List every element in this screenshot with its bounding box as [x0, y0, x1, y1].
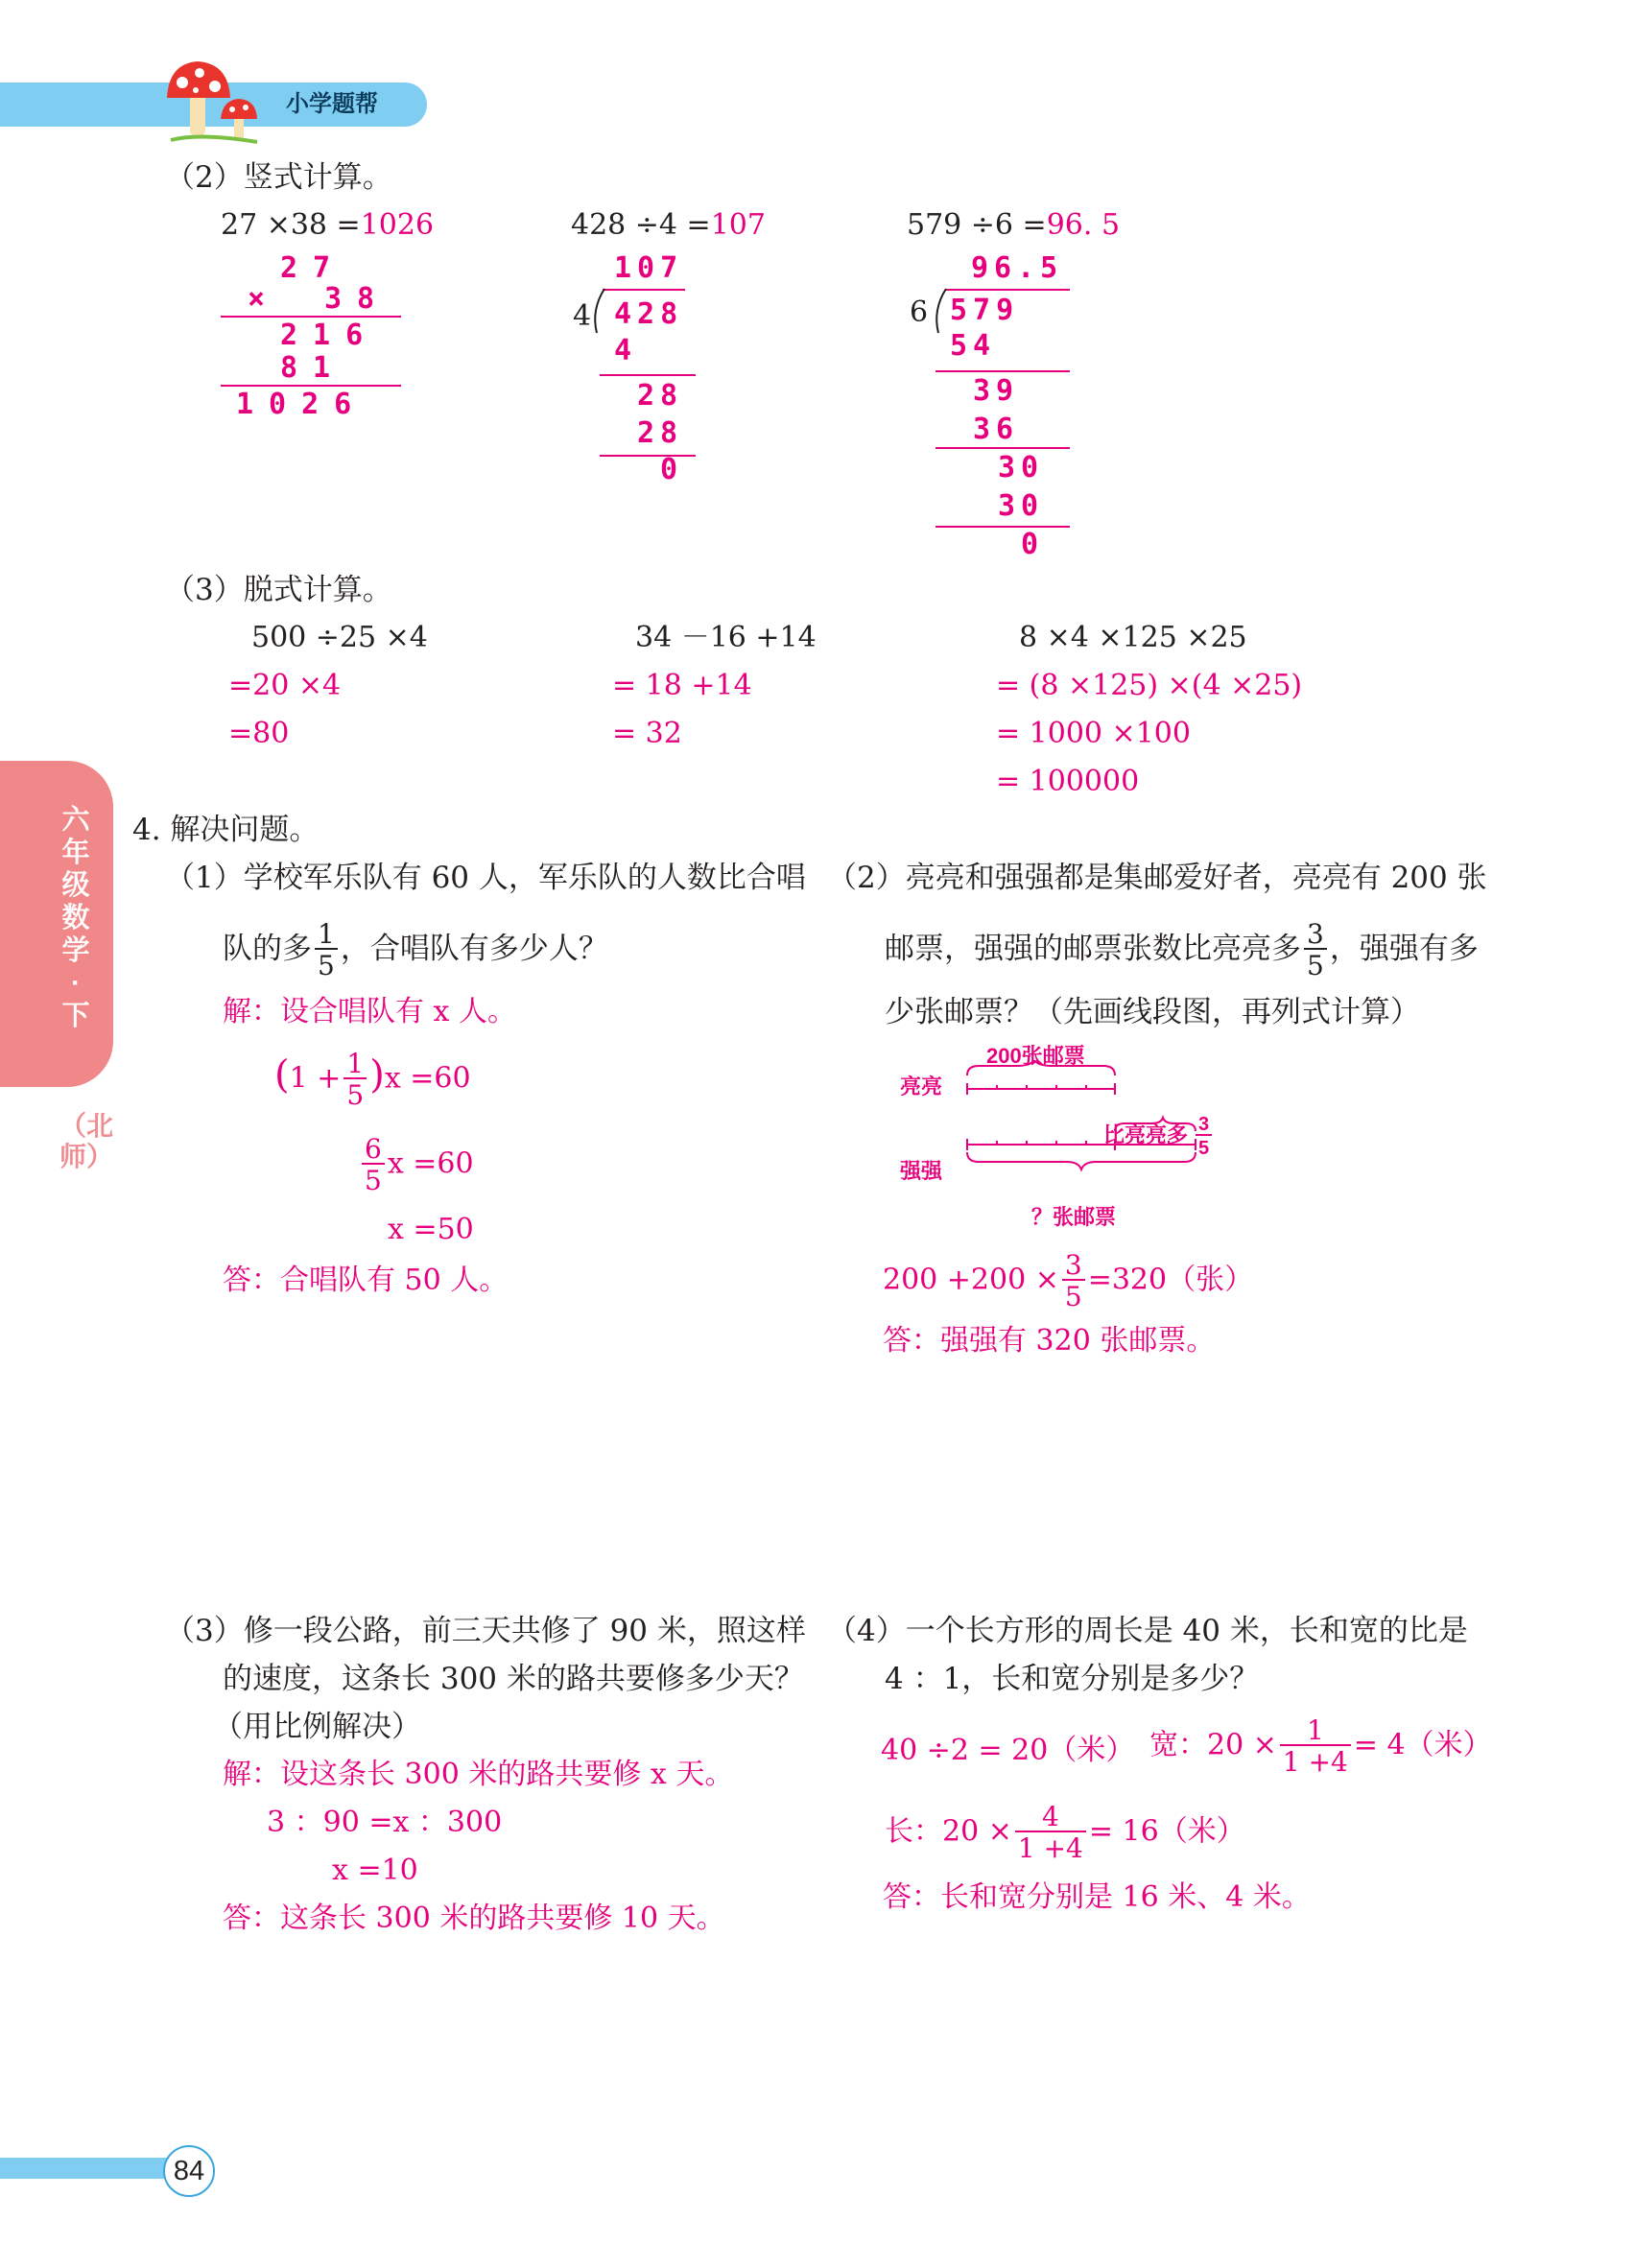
vertical-calc-3-step1: 54 — [950, 329, 997, 363]
vertical-calc-3-bracket — [945, 289, 1070, 291]
side-tab-edition: （北师） — [59, 1111, 114, 1171]
q2-diagram-bottom-label: ？张邮票 — [1031, 1205, 1117, 1229]
solve-heading: 4. 解决问题。 — [132, 813, 320, 847]
vertical-calc-2-line — [600, 374, 696, 376]
detach-calc-3-step3: = 100000 — [996, 765, 1140, 798]
q2-diagram-top-label: 200张邮票 — [986, 1044, 1085, 1068]
page-number: 84 — [173, 2156, 205, 2186]
vertical-calc-2-step1: 4 — [614, 334, 648, 367]
vertical-calc-1-line — [221, 385, 401, 387]
vertical-calc-3-remainder: 0 — [1021, 528, 1054, 561]
q2-line-diagram — [959, 1060, 1209, 1204]
vertical-calc-3-step2: 39 — [973, 374, 1020, 408]
q4-length-calc: 长：20 × $\frac{4}{1 +4}$ = 16（米） — [885, 1801, 1245, 1864]
q1-equation2: $\frac{6}{5}$ x =60 — [359, 1136, 474, 1194]
side-tab — [0, 761, 113, 1087]
q3-equation1: 3 ：90 =x ：300 — [267, 1806, 503, 1839]
q2-answer: 答：强强有 320 张邮票。 — [883, 1324, 1216, 1358]
vertical-calc-3-line — [935, 370, 1070, 372]
vertical-calc-1-partial1: 216 — [280, 319, 379, 352]
detach-calc-3-step1: = (8 ×125) ×(4 ×25) — [996, 669, 1303, 702]
vertical-calc-1-operator: × — [248, 282, 281, 316]
detach-calc-2-step2: = 32 — [612, 717, 682, 750]
header-title: 小学题帮 — [286, 91, 378, 117]
vertical-calc-1-row1: 27 — [280, 251, 346, 285]
q2-diagram-liangliang-label: 亮亮 — [900, 1075, 943, 1099]
division-bracket-icon — [929, 287, 950, 335]
detach-calc-1-expr: 500 ÷25 ×4 — [251, 621, 428, 654]
q1-text-line1: （1）学校军乐队有 60 人，军乐队的人数比合唱 — [165, 861, 806, 895]
mushroom-icon — [161, 56, 276, 152]
vertical-calc-1-equation: 27 ×38 =1026 — [221, 208, 435, 242]
vertical-calc-2-bracket — [603, 289, 685, 291]
vertical-calc-3-divisor: 6 — [910, 295, 929, 329]
detach-calc-1-step1: =20 ×4 — [228, 669, 342, 702]
q1-solution-setup: 解：设合唱队有 x 人。 — [223, 995, 516, 1028]
vertical-calc-heading: （2）竖式计算。 — [165, 160, 392, 195]
vertical-calc-2-step3: 28 — [637, 416, 684, 450]
q3-answer: 答：这条长 300 米的路共要修 10 天。 — [223, 1902, 725, 1935]
vertical-calc-3-equation: 579 ÷6 =96. 5 — [907, 208, 1121, 242]
detach-calc-2-step1: = 18 +14 — [612, 669, 752, 702]
vertical-calc-2-quotient: 107 — [614, 251, 684, 285]
vertical-calc-3-step4: 30 — [998, 451, 1045, 484]
detach-calc-3-step2: = 1000 ×100 — [996, 717, 1191, 750]
vertical-calc-3-line — [935, 447, 1070, 449]
q2-text-line1: （2）亮亮和强强都是集邮爱好者，亮亮有 200 张 — [827, 861, 1487, 895]
q1-answer: 答：合唱队有 50 人。 — [223, 1264, 509, 1297]
q4-answer: 答：长和宽分别是 16 米、4 米。 — [883, 1880, 1311, 1914]
vertical-calc-2-dividend: 428 — [614, 297, 684, 331]
q3-text-line3: （用比例解决） — [213, 1710, 421, 1744]
vertical-calc-3-quotient: 96.5 — [971, 251, 1064, 285]
q2-calculation: 200 +200 × $\frac{3}{5}$ =320（张） — [883, 1249, 1254, 1312]
q4-text-line2: 4 ：1，长和宽分别是多少？ — [885, 1662, 1260, 1696]
vertical-calc-2-divisor: 4 — [573, 299, 592, 333]
vertical-calc-2-remainder: 0 — [660, 453, 694, 486]
q1-equation3: x =50 — [388, 1213, 474, 1246]
q2-diagram-qiangqiang-label: 强强 — [900, 1159, 943, 1183]
footer-bar — [0, 2158, 182, 2179]
vertical-calc-1-partial2: 81 — [280, 351, 346, 385]
q3-solution-setup: 解：设这条长 300 米的路共要修 x 天。 — [223, 1758, 734, 1791]
detach-calc-2-expr: 34 －16 +14 — [635, 621, 817, 654]
vertical-calc-3-step5: 30 — [998, 489, 1045, 523]
q1-equation1: (1 + $\frac{1}{5}$ )x =60 — [274, 1048, 471, 1111]
q3-text-line2: 的速度，这条长 300 米的路共要修多少天？ — [223, 1662, 804, 1696]
detach-calc-3-expr: 8 ×4 ×125 ×25 — [1019, 621, 1247, 654]
vertical-calc-1-result: 1026 — [236, 388, 367, 421]
q2-text-line2: 邮票，强强的邮票张数比亮亮多 $\frac{3}{5}$ ，强强有多 — [885, 918, 1479, 981]
side-tab-label: 六年级数学·下 — [61, 805, 90, 1031]
detach-calc-1-step2: =80 — [228, 717, 290, 750]
vertical-calc-1-line — [221, 316, 401, 318]
q4-width-calc: 宽：20 × $\frac{1}{1 +4}$ = 4（米） — [1149, 1714, 1492, 1778]
q3-equation2: x =10 — [332, 1854, 418, 1887]
q1-text-line2: 队的多 $\frac{1}{5}$ ，合唱队有多少人？ — [223, 918, 608, 981]
q4-half-perimeter: 40 ÷2 = 20（米） — [881, 1734, 1135, 1767]
q4-text-line1: （4）一个长方形的周长是 40 米，长和宽的比是 — [827, 1614, 1468, 1648]
vertical-calc-3-dividend: 579 — [950, 294, 1020, 327]
q2-text-line3: 少张邮票？（先画线段图，再列式计算） — [885, 995, 1420, 1029]
vertical-calc-2-equation: 428 ÷4 =107 — [571, 208, 766, 242]
q3-text-line1: （3）修一段公路，前三天共修了 90 米，照这样 — [165, 1614, 806, 1648]
detach-calc-heading: （3）脱式计算。 — [165, 573, 392, 607]
q2-diagram-more-label: 比亮亮多 $\frac{3}{5}$ — [1103, 1115, 1215, 1158]
vertical-calc-3-step3: 36 — [973, 413, 1020, 446]
vertical-calc-2-step2: 28 — [637, 379, 684, 413]
vertical-calc-1-row2: 38 — [324, 282, 391, 316]
